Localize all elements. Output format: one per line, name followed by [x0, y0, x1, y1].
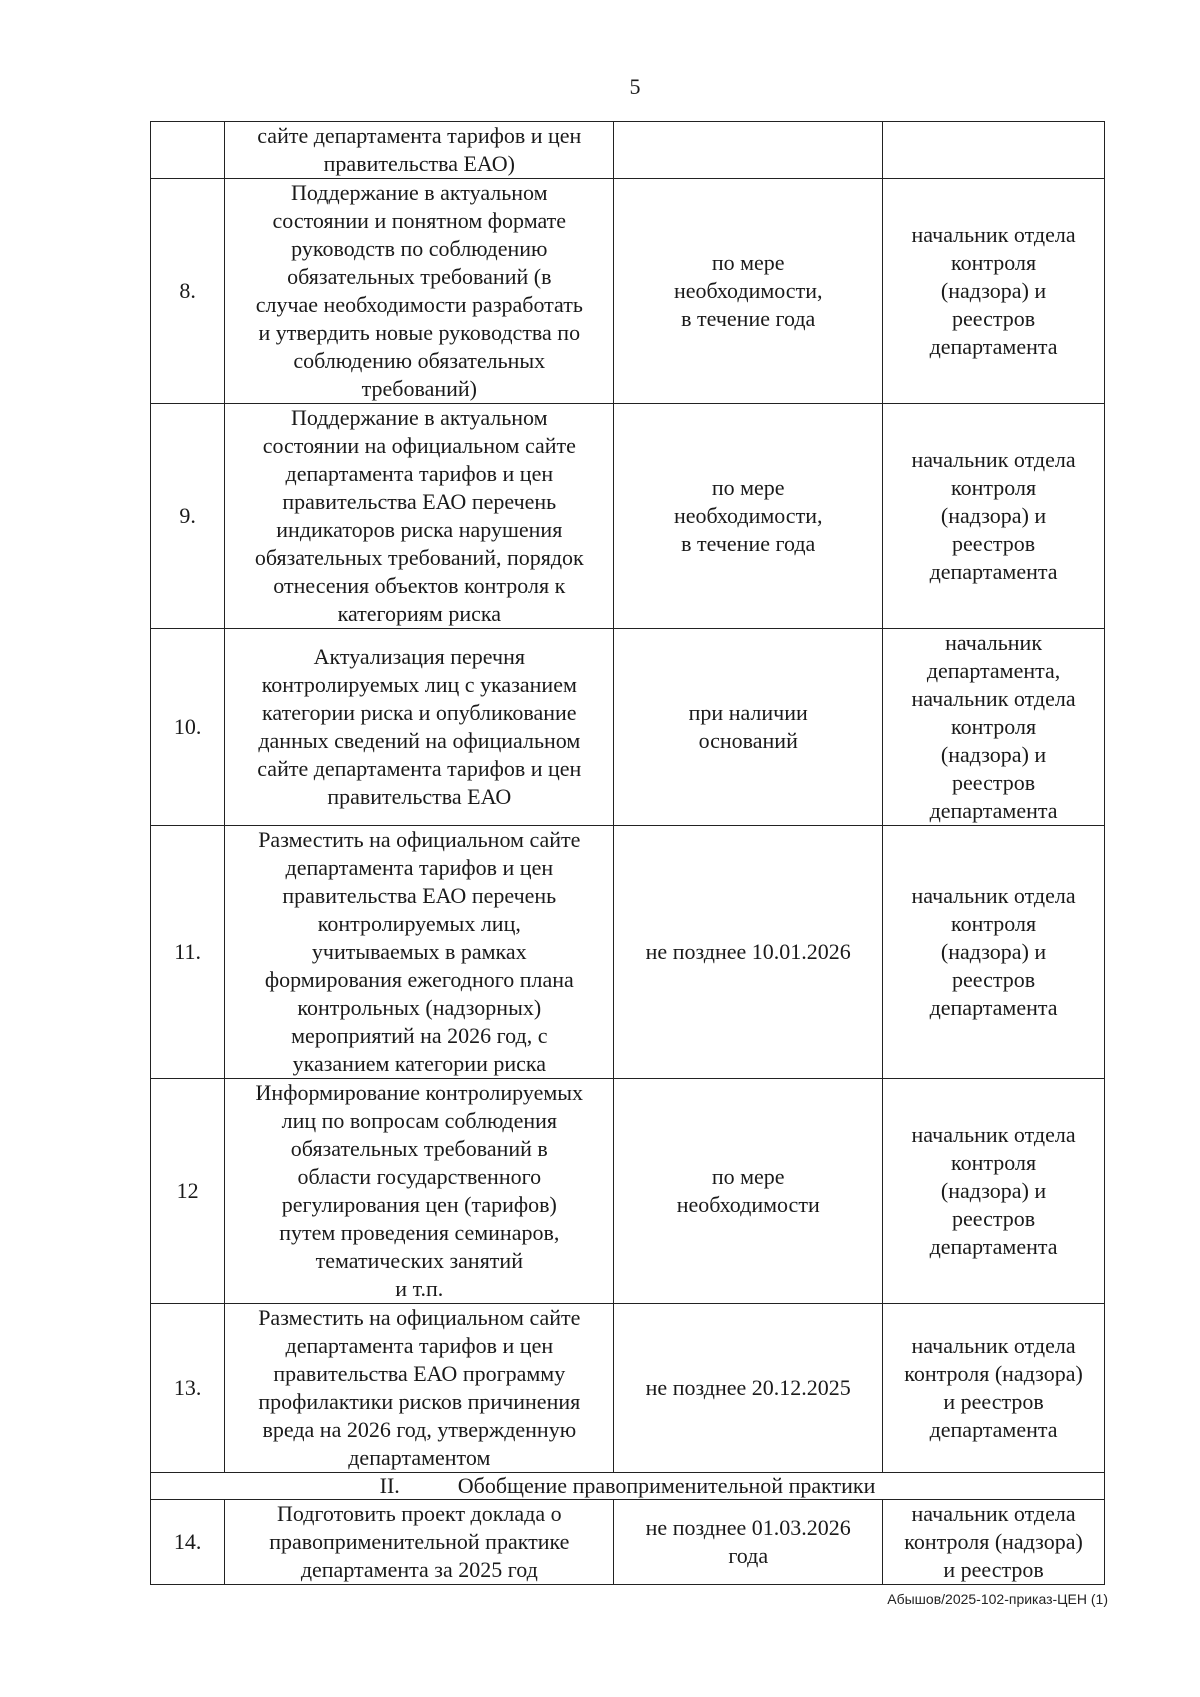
activity-cell: Поддержание в актуальном состоянии на официальном сайте департамента тарифов и цен правительства ЕАО перечень индикаторов риска нарушения обязательных требований, порядок отнесения объектов контроля к категориям риска: [225, 404, 614, 629]
term-cell: по мере необходимости, в течение года: [614, 179, 883, 404]
responsible-cell: начальник отдела контроля (надзора) и реестров департамента: [883, 1304, 1105, 1473]
term-cell: при наличии оснований: [614, 629, 883, 826]
row-number: 10.: [151, 629, 225, 826]
responsible-cell: [883, 122, 1105, 179]
section-number: II.: [379, 1473, 400, 1498]
row-number: 9.: [151, 404, 225, 629]
term-cell: [614, 122, 883, 179]
section-header: [151, 1473, 1105, 1500]
activity-cell: Подготовить проект доклада о правоприменительной практике департамента за 2025 год: [225, 1500, 614, 1585]
table-row: [151, 826, 1105, 1079]
row-number: 11.: [151, 826, 225, 1079]
table-row: [151, 179, 1105, 404]
responsible-cell: начальник отдела контроля (надзора) и реестров департамента: [883, 1079, 1105, 1304]
row-number: 14.: [151, 1500, 225, 1585]
activity-cell: Актуализация перечня контролируемых лиц с указанием категории риска и опубликование данных сведений на официальном сайте департамента тарифов и цен правительства ЕАО: [225, 629, 614, 826]
table-row: [151, 1500, 1105, 1585]
responsible-cell: начальник отдела контроля (надзора) и реестров департамента: [883, 826, 1105, 1079]
row-number: 8.: [151, 179, 225, 404]
term-cell: не позднее 01.03.2026 года: [614, 1500, 883, 1585]
section-title: Обобщение правоприменительной практики: [457, 1473, 876, 1498]
document-reference: Абышов/2025-102-приказ-ЦЕН (1): [887, 1591, 1108, 1607]
table-row: [151, 404, 1105, 629]
activity-cell: Разместить на официальном сайте департамента тарифов и цен правительства ЕАО перечень контролируемых лиц, учитываемых в рамках формирования ежегодного плана контрольных (надзорных) мероприятий на 2026 год, с указанием категории риска: [225, 826, 614, 1079]
row-number: 13.: [151, 1304, 225, 1473]
section-header-row: [151, 1473, 1105, 1500]
table-row: [151, 629, 1105, 826]
responsible-cell: начальник отдела контроля (надзора) и реестров департамента: [883, 179, 1105, 404]
page-number: 5: [629, 74, 641, 99]
activity-cell: Разместить на официальном сайте департамента тарифов и цен правительства ЕАО программу профилактики рисков причинения вреда на 2026 год, утвержденную департаментом: [225, 1304, 614, 1473]
responsible-cell: начальник отдела контроля (надзора) и реестров: [883, 1500, 1105, 1585]
activity-plan-table: [150, 121, 1105, 1585]
responsible-cell: начальник департамента, начальник отдела контроля (надзора) и реестров департамента: [883, 629, 1105, 826]
table-row: [151, 122, 1105, 179]
term-cell: не позднее 10.01.2026: [614, 826, 883, 1079]
term-cell: по мере необходимости, в течение года: [614, 404, 883, 629]
row-number: 12: [151, 1079, 225, 1304]
activity-cell: сайте департамента тарифов и цен правительства ЕАО): [225, 122, 614, 179]
term-cell: по мере необходимости: [614, 1079, 883, 1304]
row-number: [151, 122, 225, 179]
responsible-cell: начальник отдела контроля (надзора) и реестров департамента: [883, 404, 1105, 629]
term-cell: не позднее 20.12.2025: [614, 1304, 883, 1473]
table-row: [151, 1079, 1105, 1304]
activity-cell: Поддержание в актуальном состоянии и понятном формате руководств по соблюдению обязательных требований (в случае необходимости разработать и утвердить новые руководства по соблюдению обязательных требований): [225, 179, 614, 404]
activity-cell: Информирование контролируемых лиц по вопросам соблюдения обязательных требований в области государственного регулирования цен (тарифов) путем проведения семинаров, тематических занятий и т.п.: [225, 1079, 614, 1304]
table-row: [151, 1304, 1105, 1473]
